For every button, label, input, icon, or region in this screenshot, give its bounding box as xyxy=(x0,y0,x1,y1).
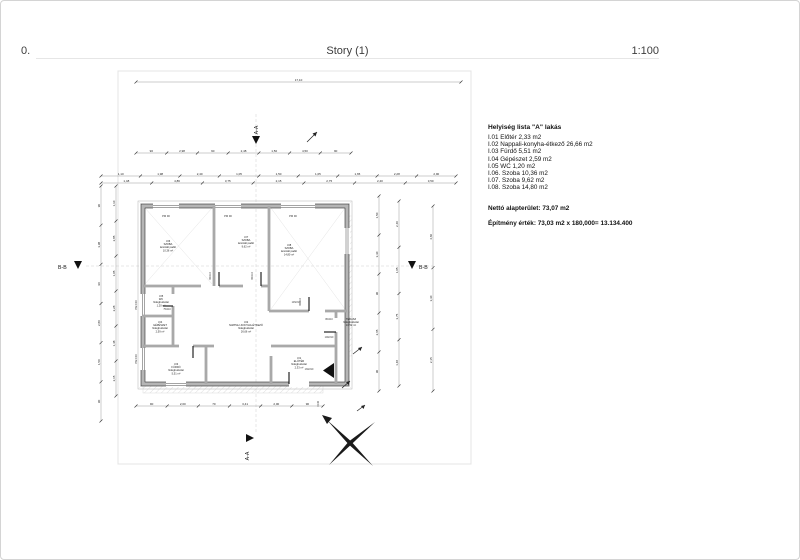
svg-text:A-A: A-A xyxy=(245,451,251,461)
door-tag: 90/210 xyxy=(251,272,254,280)
room-list-item: I.02 Nappali-konyha-étkező 26,66 m2 xyxy=(488,141,593,149)
window-tag: PM 150 xyxy=(135,354,138,364)
dim-value: 4,50 xyxy=(302,148,308,153)
dim-value: 1,50 xyxy=(374,212,379,219)
room-label xyxy=(229,320,263,333)
dim-value: 2,40 xyxy=(377,178,383,183)
room-list-item: I.05 WC 1,20 m2 xyxy=(488,162,536,170)
dim-value: 3,75 xyxy=(224,178,231,183)
dim-value: 2,28 xyxy=(111,305,116,312)
section-marker-b-left xyxy=(58,261,82,271)
dim-value: 2,85 xyxy=(111,235,116,242)
sheet-number: 0. xyxy=(21,45,31,57)
header-rule xyxy=(36,58,659,59)
room-label-text: I.03 FÜRDŐ hidegburkolat 5,51 m² xyxy=(168,363,184,376)
dim-value: 1,10 xyxy=(117,171,124,176)
spot-arrow xyxy=(357,405,365,411)
dim-value: 1,05 xyxy=(111,270,116,277)
dim-value: 3,30 xyxy=(428,295,433,302)
dim-value: 1,48 xyxy=(111,340,116,347)
room-label xyxy=(343,317,359,327)
dim-value: 1,10 xyxy=(111,200,116,207)
entrance-arrow xyxy=(323,363,334,378)
dim-value: 2,15 xyxy=(275,178,282,183)
room-label-text: I.02 NAPPALI-KONYHA-ÉTKEZŐ hidegburkolat 26,66 m² xyxy=(229,321,263,334)
room-label-text: I.06 SZOBA laminált padló 10,36 m² xyxy=(159,240,177,253)
dim-value: 1,50 xyxy=(275,171,282,176)
door-tag: 145/210 xyxy=(291,301,301,304)
dim-value: 1,05 xyxy=(394,267,399,274)
svg-text:B-B: B-B xyxy=(58,265,67,271)
windows xyxy=(140,203,350,387)
room-label xyxy=(281,243,298,256)
window-tag: PM 90 xyxy=(224,215,232,218)
dimension-chain xyxy=(135,78,463,84)
legend-title: Helyiség lista "A" lakás xyxy=(488,124,562,131)
room-label-text: I.08 SZOBA laminált padló 14,80 m² xyxy=(280,244,298,257)
room-list-item: I.08. Szoba 14,80 m2 xyxy=(488,184,548,192)
dim-value: 90 xyxy=(96,399,101,404)
room-list xyxy=(488,134,718,192)
dim-value: 3,75 xyxy=(394,313,399,320)
dim-value: 90 xyxy=(374,369,379,374)
dim-value: 1,48 xyxy=(123,178,130,183)
dim-value: 2,65 xyxy=(374,329,379,336)
door-tag: 100/210 xyxy=(324,336,334,339)
door-tag: 130/210 xyxy=(304,368,314,371)
dim-value: 2,00 xyxy=(273,401,280,406)
room-list-item: I.04 Gépészet 2,59 m2 xyxy=(488,155,552,163)
window-tag: PM 90 xyxy=(289,215,297,218)
dimension-chain xyxy=(100,179,458,185)
room-label xyxy=(153,294,169,307)
dim-value: 4,86 xyxy=(174,178,180,183)
section-marker-b-right xyxy=(408,261,428,271)
dim-value: 1,48 xyxy=(394,359,399,366)
svg-text:A-A: A-A xyxy=(254,125,260,135)
dimension-chain xyxy=(375,195,381,393)
dimension-chain xyxy=(429,205,435,393)
room-label-text: I.01 ELŐTÉR hidegburkolat 2,33 m² xyxy=(291,357,307,370)
dimension-chain xyxy=(135,402,325,408)
dim-value: 2,40 xyxy=(196,171,203,176)
net-area-line: Nettó alapterület: 73,07 m2 xyxy=(488,204,570,212)
interior-walls xyxy=(143,206,347,384)
dim-value: 2,15 xyxy=(111,375,116,382)
room-label xyxy=(152,320,168,333)
dim-value: 1,98 xyxy=(157,171,164,176)
dim-value: 90 xyxy=(211,148,215,153)
door-tag: 90/210 xyxy=(299,298,302,306)
room-list-item: I.03 Fürdő 5,51 m2 xyxy=(488,148,542,156)
sheet-title: Story (1) xyxy=(326,45,369,57)
dim-value: 90 xyxy=(333,148,338,153)
door-tag: 75/210 xyxy=(163,308,171,311)
dim-value: 1,05 xyxy=(236,171,242,176)
dim-value: 2,75 xyxy=(326,178,333,183)
dim-value: 3,98 xyxy=(96,241,101,248)
window-tag: PM 90 xyxy=(162,215,170,218)
door-tag: 90/210 xyxy=(209,272,212,280)
dim-value: 1,65 xyxy=(354,171,361,176)
north-arrow xyxy=(322,415,375,466)
dim-value: 90 xyxy=(305,401,310,406)
dim-value: 2,48 xyxy=(240,148,247,153)
dimension-chain xyxy=(100,172,458,178)
room-label-text: I.04 GÉPÉSZET hidegburkolat 2,59 m² xyxy=(152,321,168,334)
dim-value: 2,40 xyxy=(394,221,399,228)
dim-value: 90 xyxy=(96,282,101,286)
room-label xyxy=(168,362,184,375)
sheet-scale: 1:100 xyxy=(631,45,659,57)
section-marker-a-top xyxy=(252,125,260,144)
level-tag: ±0,00 xyxy=(317,401,320,407)
window-tag: PM 150 xyxy=(135,300,138,310)
dim-value: 90 xyxy=(374,291,379,296)
room-list-item: I.06. Szoba 10,36 m2 xyxy=(488,170,548,178)
dimension-chain xyxy=(135,149,353,155)
dim-value: 1,05 xyxy=(315,171,321,176)
door-tag: 80/210 xyxy=(325,318,333,321)
dim-value: 2,80 xyxy=(96,320,101,327)
dim-value: 2,00 xyxy=(179,401,186,406)
room-list-legend xyxy=(488,124,718,227)
dim-value: 70 xyxy=(212,401,216,406)
dim-value: 4,60 xyxy=(428,233,433,240)
slope-arrow xyxy=(307,132,317,142)
building-value-line: Építmény érték: 73,03 m2 x 180,000= 13.134.400 xyxy=(488,219,633,227)
dim-value: 2,28 xyxy=(393,171,400,176)
dim-value: 2,98 xyxy=(179,148,185,153)
dim-value: 3,30 xyxy=(374,251,379,258)
dim-value: 1,50 xyxy=(96,359,101,366)
room-label-text: I.05 WC hidegburkolat 1,20 m² xyxy=(153,295,169,308)
dim-value: 90 xyxy=(149,401,154,406)
dimension-chain xyxy=(395,200,401,388)
dim-value: 3,50 xyxy=(427,178,434,183)
room-label-text: I.07 SZOBA laminált padló 9,62 m² xyxy=(237,236,255,249)
dim-value: 3,41 xyxy=(242,401,249,406)
dim-value: 90 xyxy=(96,203,101,208)
section-marker-a-bottom xyxy=(245,434,254,460)
dim-value: 2,15 xyxy=(428,357,433,364)
room-label-text: TERASZ hidegburkolat 10,52 m² xyxy=(343,318,359,328)
dimension-chain xyxy=(112,185,118,398)
dim-value: 17,10 xyxy=(294,77,303,82)
dim-value: 90 xyxy=(149,148,154,153)
room-label xyxy=(238,235,255,248)
svg-text:B-B: B-B xyxy=(419,265,428,271)
spot-arrow xyxy=(353,347,362,354)
room-list-item: I.01 Előtér 2,33 m2 xyxy=(488,134,542,141)
room-list-item: I.07. Szoba 9,62 m2 xyxy=(488,177,545,185)
roof-outline xyxy=(138,201,352,389)
floor-plan-svg xyxy=(41,66,481,471)
outer-walls xyxy=(141,204,349,386)
dim-value: 2,90 xyxy=(433,171,440,176)
dimension-chain xyxy=(97,185,103,423)
dim-value: 1,50 xyxy=(271,148,278,153)
